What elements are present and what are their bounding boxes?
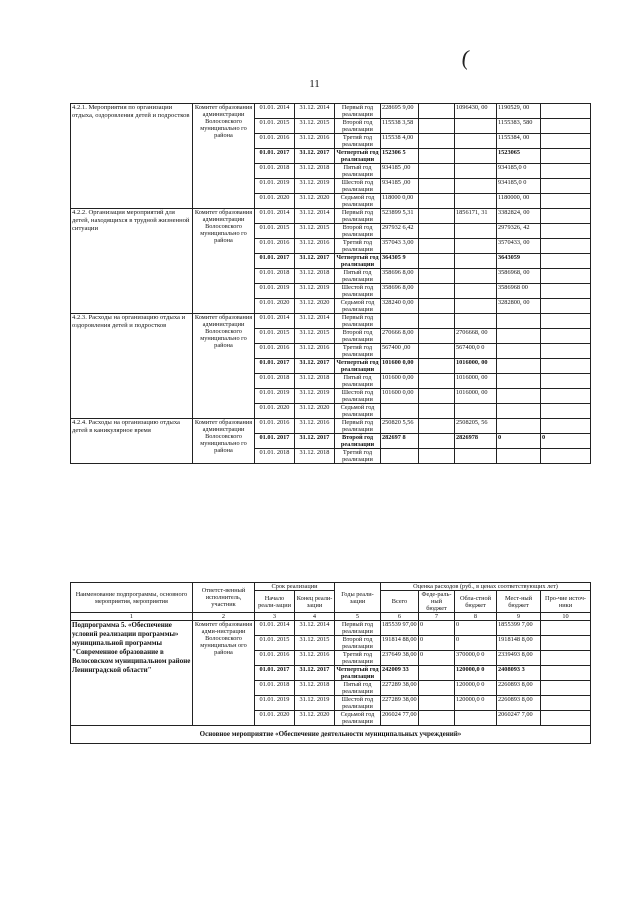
data-cell bbox=[419, 696, 455, 711]
data-cell bbox=[541, 284, 591, 299]
data-cell: 31.12. 2018 bbox=[295, 269, 335, 284]
data-cell: 01.01. 2014 bbox=[255, 104, 295, 119]
data-cell: 0 bbox=[497, 434, 541, 449]
data-cell bbox=[497, 389, 541, 404]
data-cell: 31.12. 2017 bbox=[295, 254, 335, 269]
data-cell: 242009 33 bbox=[381, 666, 419, 681]
data-cell bbox=[541, 104, 591, 119]
data-cell bbox=[419, 209, 455, 224]
data-cell: 3643059 bbox=[497, 254, 541, 269]
data-cell bbox=[497, 329, 541, 344]
data-cell: 01.01. 2017 bbox=[255, 666, 295, 681]
data-cell bbox=[541, 164, 591, 179]
data-cell: 3382824, 00 bbox=[497, 209, 541, 224]
data-cell: 01.01. 2019 bbox=[255, 179, 295, 194]
data-cell: 567400 ,00 bbox=[381, 344, 419, 359]
data-cell bbox=[419, 119, 455, 134]
data-cell: 115538 3,58 bbox=[381, 119, 419, 134]
data-cell bbox=[419, 419, 455, 434]
data-cell: 2979326, 42 bbox=[497, 224, 541, 239]
data-cell bbox=[419, 194, 455, 209]
data-cell bbox=[419, 329, 455, 344]
header-end: Конец реали-зации bbox=[295, 591, 335, 613]
data-cell: Седьмой год реализации bbox=[335, 194, 381, 209]
data-cell: 118000 0,00 bbox=[381, 194, 419, 209]
data-cell: 31.12. 2019 bbox=[295, 696, 335, 711]
data-cell bbox=[419, 449, 455, 464]
data-cell bbox=[541, 389, 591, 404]
data-cell: Шестой год реализации bbox=[335, 284, 381, 299]
data-cell: 01.01. 2014 bbox=[255, 314, 295, 329]
data-cell bbox=[541, 299, 591, 314]
data-cell bbox=[455, 314, 497, 329]
data-cell: Шестой год реализации bbox=[335, 696, 381, 711]
data-cell: 120000,0 0 bbox=[455, 666, 497, 681]
data-cell: 0 bbox=[455, 621, 497, 636]
data-cell: 01.01. 2016 bbox=[255, 651, 295, 666]
data-cell: 3586968, 00 bbox=[497, 269, 541, 284]
main-activity-title: Основное мероприятие «Обеспечение деятельности муниципальных учреждений» bbox=[71, 726, 591, 744]
data-cell bbox=[541, 449, 591, 464]
data-cell: 1016000, 00 bbox=[455, 389, 497, 404]
data-cell: 0 bbox=[419, 621, 455, 636]
data-cell bbox=[455, 711, 497, 726]
data-cell: 934185,0 0 bbox=[497, 179, 541, 194]
measure-name: 4.2.1. Мероприятия по организации отдыха, оздоровления детей и подростков bbox=[71, 104, 193, 209]
data-cell bbox=[541, 239, 591, 254]
data-cell: 297932 6,42 bbox=[381, 224, 419, 239]
data-cell: Первый год реализации bbox=[335, 209, 381, 224]
data-cell bbox=[541, 119, 591, 134]
data-cell: 1918148 8,00 bbox=[497, 636, 541, 651]
data-cell bbox=[419, 344, 455, 359]
data-cell: Пятый год реализации bbox=[335, 269, 381, 284]
data-cell bbox=[497, 359, 541, 374]
data-cell: 31.12. 2014 bbox=[295, 621, 335, 636]
data-cell: 01.01. 2014 bbox=[255, 209, 295, 224]
data-cell: Второй год реализации bbox=[335, 329, 381, 344]
data-cell: 523899 5,31 bbox=[381, 209, 419, 224]
data-cell: 31.12. 2020 bbox=[295, 404, 335, 419]
data-cell: 2339493 8,00 bbox=[497, 651, 541, 666]
data-cell bbox=[381, 314, 419, 329]
data-cell: 2508205, 56 bbox=[455, 419, 497, 434]
data-cell: 01.01. 2017 bbox=[255, 359, 295, 374]
data-cell bbox=[419, 299, 455, 314]
data-cell: 31.12. 2017 bbox=[295, 434, 335, 449]
data-cell: Третий год реализации bbox=[335, 651, 381, 666]
data-cell: Третий год реализации bbox=[335, 134, 381, 149]
data-cell: Четвертый год реализации bbox=[336, 149, 379, 163]
data-cell: Четвертый год реализации bbox=[336, 359, 379, 373]
data-cell: 1016000, 00 bbox=[455, 374, 497, 389]
data-cell bbox=[541, 329, 591, 344]
data-cell: Седьмой год реализации bbox=[335, 404, 381, 419]
measure-name: 4.2.2. Организация мероприятий для детей, находящихся в трудной жизненной ситуации bbox=[71, 209, 193, 314]
data-cell: 227289 38,00 bbox=[381, 681, 419, 696]
data-cell bbox=[541, 209, 591, 224]
data-cell bbox=[455, 179, 497, 194]
responsible-cell: Комитет образования адми-нистрации Волосовского муниципальн ого района bbox=[193, 621, 255, 726]
data-cell bbox=[497, 419, 541, 434]
data-cell bbox=[419, 254, 455, 269]
data-cell bbox=[455, 254, 497, 269]
data-cell: 31.12. 2015 bbox=[295, 636, 335, 651]
data-cell: 120000,0 0 bbox=[455, 681, 497, 696]
data-cell bbox=[541, 711, 591, 726]
data-cell: 1155383, 580 bbox=[497, 119, 541, 134]
data-cell: 31.12. 2019 bbox=[295, 179, 335, 194]
data-cell: 31.12. 2020 bbox=[295, 299, 335, 314]
data-cell: 270666 8,00 bbox=[381, 329, 419, 344]
header-start: Начало реали-зации bbox=[255, 591, 295, 613]
corner-mark: ( bbox=[460, 44, 472, 71]
data-cell bbox=[455, 164, 497, 179]
data-cell: 01.01. 2018 bbox=[255, 269, 295, 284]
data-cell: 31.12. 2019 bbox=[295, 389, 335, 404]
column-number: 9 bbox=[497, 613, 541, 621]
data-cell: 31.12. 2020 bbox=[295, 711, 335, 726]
data-cell: 01.01. 2020 bbox=[255, 404, 295, 419]
data-cell: 31.12. 2017 bbox=[295, 359, 335, 374]
header-other: Про-чие источ-ники bbox=[541, 591, 591, 613]
data-cell bbox=[541, 374, 591, 389]
data-cell bbox=[497, 344, 541, 359]
data-cell: 3282800, 00 bbox=[497, 299, 541, 314]
header-local: Мест-ный бюджет bbox=[497, 591, 541, 613]
table-row bbox=[71, 726, 591, 744]
data-cell: 2260893 8,00 bbox=[497, 696, 541, 711]
data-cell: 01.01. 2016 bbox=[255, 134, 295, 149]
data-cell: 0 bbox=[419, 636, 455, 651]
header-estimate: Оценка расходов (руб., в ценах соответствующих лет) bbox=[381, 583, 591, 591]
header-years: Годы реали-зации bbox=[335, 583, 381, 613]
data-cell bbox=[419, 179, 455, 194]
data-cell: 01.01. 2020 bbox=[255, 299, 295, 314]
data-cell bbox=[455, 299, 497, 314]
data-cell: 01.01. 2019 bbox=[255, 389, 295, 404]
data-cell: Второй год реализации bbox=[335, 434, 381, 449]
data-cell bbox=[455, 269, 497, 284]
data-cell bbox=[455, 224, 497, 239]
responsible-cell: Комитет образования администрации Волосовского муниципально го района bbox=[193, 419, 255, 464]
data-cell: 2408093 3 bbox=[497, 666, 541, 681]
data-cell: 01.01. 2017 bbox=[255, 434, 295, 449]
data-cell: 2060247 7,00 bbox=[497, 711, 541, 726]
data-cell: 01.01. 2016 bbox=[255, 344, 295, 359]
data-cell bbox=[455, 239, 497, 254]
data-cell: 01.01. 2020 bbox=[255, 194, 295, 209]
table-row bbox=[71, 419, 591, 434]
data-cell: 01.01. 2018 bbox=[255, 681, 295, 696]
data-cell: 185539 97,00 bbox=[381, 621, 419, 636]
data-cell: 1155384, 00 bbox=[497, 134, 541, 149]
data-cell: 1190529, 00 bbox=[497, 104, 541, 119]
data-cell: 120000,0 0 bbox=[455, 696, 497, 711]
data-cell: 1096430, 00 bbox=[455, 104, 497, 119]
data-cell: 370000,0 0 bbox=[455, 651, 497, 666]
subprogram-name: Подпрограмма 5. «Обеспечение условий реализации программы» муниципальной программы "Современное образование в Волосовском муниципальном районе Ленинградской области" bbox=[71, 621, 193, 726]
data-cell: 191814 88,00 bbox=[381, 636, 419, 651]
data-cell: 01.01. 2019 bbox=[255, 284, 295, 299]
data-cell: 01.01. 2014 bbox=[255, 621, 295, 636]
data-cell bbox=[455, 119, 497, 134]
data-cell: 1180000, 00 bbox=[497, 194, 541, 209]
data-cell: 01.01. 2015 bbox=[255, 329, 295, 344]
header-period: Срок реализации bbox=[255, 583, 335, 591]
data-cell bbox=[541, 621, 591, 636]
data-cell: 934185 ,00 bbox=[381, 179, 419, 194]
data-cell bbox=[541, 636, 591, 651]
data-cell: Первый год реализации bbox=[335, 419, 381, 434]
data-cell: 934185,0 0 bbox=[497, 164, 541, 179]
header-resp: Ответст-венный исполнитель, участник bbox=[193, 583, 255, 613]
responsible-cell: Комитет образования администрации Волосовского муниципально го района bbox=[193, 209, 255, 314]
data-cell bbox=[419, 134, 455, 149]
data-cell: 1523065 bbox=[497, 149, 541, 164]
data-cell: 101600 0,00 bbox=[381, 359, 419, 374]
data-cell: 01.01. 2020 bbox=[255, 711, 295, 726]
data-cell: 01.01. 2017 bbox=[255, 254, 295, 269]
table-row bbox=[71, 209, 591, 224]
data-cell: 364305 9 bbox=[381, 254, 419, 269]
data-cell bbox=[419, 434, 455, 449]
data-cell bbox=[419, 681, 455, 696]
subprogram-table bbox=[70, 582, 591, 744]
data-cell bbox=[541, 194, 591, 209]
data-cell bbox=[497, 374, 541, 389]
data-cell bbox=[419, 239, 455, 254]
data-cell: Четвертый год реализации bbox=[336, 254, 379, 268]
data-cell: 31.12. 2017 bbox=[295, 149, 335, 164]
data-cell bbox=[541, 149, 591, 164]
data-cell bbox=[419, 359, 455, 374]
data-cell bbox=[455, 149, 497, 164]
data-cell: 31.12. 2018 bbox=[295, 449, 335, 464]
data-cell: 31.12. 2015 bbox=[295, 119, 335, 134]
data-cell bbox=[455, 194, 497, 209]
responsible-cell: Комитет образования администрации Волосовского муниципально го района bbox=[193, 314, 255, 419]
data-cell: Пятый год реализации bbox=[335, 681, 381, 696]
data-cell bbox=[381, 404, 419, 419]
data-cell: 31.12. 2014 bbox=[295, 314, 335, 329]
responsible-cell: Комитет образования администрации Волосовского муниципально го района bbox=[193, 104, 255, 209]
table-row bbox=[71, 314, 591, 329]
data-cell bbox=[497, 449, 541, 464]
data-cell: 934185 ,00 bbox=[381, 164, 419, 179]
data-cell: 0 bbox=[419, 651, 455, 666]
data-cell bbox=[541, 404, 591, 419]
data-cell bbox=[419, 164, 455, 179]
data-cell: 31.12. 2016 bbox=[295, 651, 335, 666]
column-number: 10 bbox=[541, 613, 591, 621]
column-number: 2 bbox=[193, 613, 255, 621]
data-cell bbox=[541, 179, 591, 194]
data-cell: 31.12. 2016 bbox=[295, 419, 335, 434]
data-cell bbox=[541, 344, 591, 359]
data-cell: 31.12. 2018 bbox=[295, 681, 335, 696]
data-cell: 31.12. 2017 bbox=[295, 666, 335, 681]
data-cell: 101600 0,00 bbox=[381, 389, 419, 404]
data-cell bbox=[419, 284, 455, 299]
data-cell: 3570433, 00 bbox=[497, 239, 541, 254]
data-cell bbox=[455, 404, 497, 419]
data-cell: 237649 38,00 bbox=[381, 651, 419, 666]
data-cell: 31.12. 2014 bbox=[295, 104, 335, 119]
measure-name: 4.2.4. Расходы на организацию отдыха детей в каникулярное время bbox=[71, 419, 193, 464]
data-cell bbox=[541, 419, 591, 434]
table-row bbox=[71, 104, 591, 119]
data-cell: 31.12. 2016 bbox=[295, 134, 335, 149]
column-number: 6 bbox=[381, 613, 419, 621]
data-cell: 1855399 7,00 bbox=[497, 621, 541, 636]
data-cell: Третий год реализации bbox=[335, 449, 381, 464]
data-cell: 3586968 00 bbox=[497, 284, 541, 299]
measure-name: 4.2.3. Расходы на организацию отдыха и оздоровления детей и подростков bbox=[71, 314, 193, 419]
data-cell: 01.01. 2016 bbox=[255, 419, 295, 434]
data-cell: 0 bbox=[455, 636, 497, 651]
data-cell bbox=[455, 134, 497, 149]
data-cell bbox=[541, 696, 591, 711]
data-cell: 2260893 8,00 bbox=[497, 681, 541, 696]
data-cell: Первый год реализации bbox=[335, 621, 381, 636]
table-row bbox=[71, 621, 591, 636]
data-cell: 01.01. 2019 bbox=[255, 696, 295, 711]
data-cell: 228695 9,00 bbox=[381, 104, 419, 119]
data-cell bbox=[419, 224, 455, 239]
data-cell bbox=[541, 666, 591, 681]
data-cell: 0 bbox=[541, 434, 591, 449]
data-cell: 31.12. 2019 bbox=[295, 284, 335, 299]
data-cell: Третий год реализации bbox=[335, 239, 381, 254]
data-cell bbox=[419, 666, 455, 681]
data-cell: Первый год реализации bbox=[335, 314, 381, 329]
data-cell: 01.01. 2018 bbox=[255, 164, 295, 179]
data-cell: Четвертый год реализации bbox=[336, 666, 379, 680]
header-regional: Обла-стной бюджет bbox=[455, 591, 497, 613]
data-cell bbox=[419, 374, 455, 389]
data-cell: 206024 77,00 bbox=[381, 711, 419, 726]
data-cell bbox=[541, 254, 591, 269]
data-cell bbox=[541, 224, 591, 239]
data-cell: 1016000, 00 bbox=[455, 359, 497, 374]
data-cell: 328240 0,00 bbox=[381, 299, 419, 314]
data-cell: 2706668, 00 bbox=[455, 329, 497, 344]
data-cell: 1856171, 31 bbox=[455, 209, 497, 224]
header-federal: Феде-раль-ный бюджет bbox=[419, 591, 455, 613]
data-cell bbox=[419, 404, 455, 419]
data-cell bbox=[419, 269, 455, 284]
data-cell: Пятый год реализации bbox=[335, 164, 381, 179]
data-cell: Шестой год реализации bbox=[335, 179, 381, 194]
data-cell: Первый год реализации bbox=[335, 104, 381, 119]
data-cell: 250820 5,56 bbox=[381, 419, 419, 434]
data-cell bbox=[419, 104, 455, 119]
data-cell: Второй год реализации bbox=[335, 636, 381, 651]
data-cell: Второй год реализации bbox=[335, 224, 381, 239]
data-cell: Седьмой год реализации bbox=[335, 299, 381, 314]
header-name: Наименование подпрограммы, основного мероприятия, мероприятия bbox=[71, 583, 193, 613]
data-cell bbox=[419, 389, 455, 404]
data-cell: 152306 5 bbox=[381, 149, 419, 164]
upper-table bbox=[70, 103, 591, 464]
data-cell: 358696 8,00 bbox=[381, 284, 419, 299]
column-number: 7 bbox=[419, 613, 455, 621]
data-cell bbox=[541, 359, 591, 374]
data-cell: 31.12. 2016 bbox=[295, 239, 335, 254]
data-cell bbox=[419, 149, 455, 164]
data-cell: Второй год реализации bbox=[335, 119, 381, 134]
data-cell: Пятый год реализации bbox=[335, 374, 381, 389]
data-cell: 31.12. 2015 bbox=[295, 224, 335, 239]
data-cell: 2826978 bbox=[455, 434, 497, 449]
data-cell: 31.12. 2020 bbox=[295, 194, 335, 209]
column-number: 4 bbox=[295, 613, 335, 621]
data-cell: 115538 4,00 bbox=[381, 134, 419, 149]
column-number: 5 bbox=[335, 613, 381, 621]
data-cell bbox=[455, 284, 497, 299]
data-cell bbox=[541, 314, 591, 329]
data-cell bbox=[381, 449, 419, 464]
data-cell: Третий год реализации bbox=[335, 344, 381, 359]
data-cell: 282697 8 bbox=[381, 434, 419, 449]
data-cell: 31.12. 2015 bbox=[295, 329, 335, 344]
data-cell bbox=[419, 314, 455, 329]
data-cell: 01.01. 2015 bbox=[255, 224, 295, 239]
data-cell: 01.01. 2018 bbox=[255, 449, 295, 464]
data-cell bbox=[497, 404, 541, 419]
data-cell: 358696 8,00 bbox=[381, 269, 419, 284]
data-cell: 31.12. 2016 bbox=[295, 344, 335, 359]
data-cell: 357043 3,00 bbox=[381, 239, 419, 254]
data-cell bbox=[497, 314, 541, 329]
column-number: 1 bbox=[71, 613, 193, 621]
data-cell: 01.01. 2015 bbox=[255, 119, 295, 134]
data-cell: Шестой год реализации bbox=[335, 389, 381, 404]
data-cell: 31.12. 2018 bbox=[295, 164, 335, 179]
data-cell: 101600 0,00 bbox=[381, 374, 419, 389]
data-cell bbox=[541, 681, 591, 696]
data-cell: 01.01. 2017 bbox=[255, 149, 295, 164]
page-number: 11 bbox=[309, 78, 320, 90]
column-number: 8 bbox=[455, 613, 497, 621]
data-cell: Седьмой год реализации bbox=[335, 711, 381, 726]
data-cell: 567400,0 0 bbox=[455, 344, 497, 359]
header-total: Всего bbox=[381, 591, 419, 613]
data-cell bbox=[455, 449, 497, 464]
data-cell: 31.12. 2018 bbox=[295, 374, 335, 389]
data-cell bbox=[541, 134, 591, 149]
data-cell: 01.01. 2018 bbox=[255, 374, 295, 389]
data-cell: 227289 38,00 bbox=[381, 696, 419, 711]
data-cell bbox=[541, 269, 591, 284]
data-cell: 01.01. 2016 bbox=[255, 239, 295, 254]
data-cell bbox=[541, 651, 591, 666]
data-cell bbox=[419, 711, 455, 726]
data-cell: 01.01. 2015 bbox=[255, 636, 295, 651]
data-cell: 31.12. 2014 bbox=[295, 209, 335, 224]
column-number: 3 bbox=[255, 613, 295, 621]
